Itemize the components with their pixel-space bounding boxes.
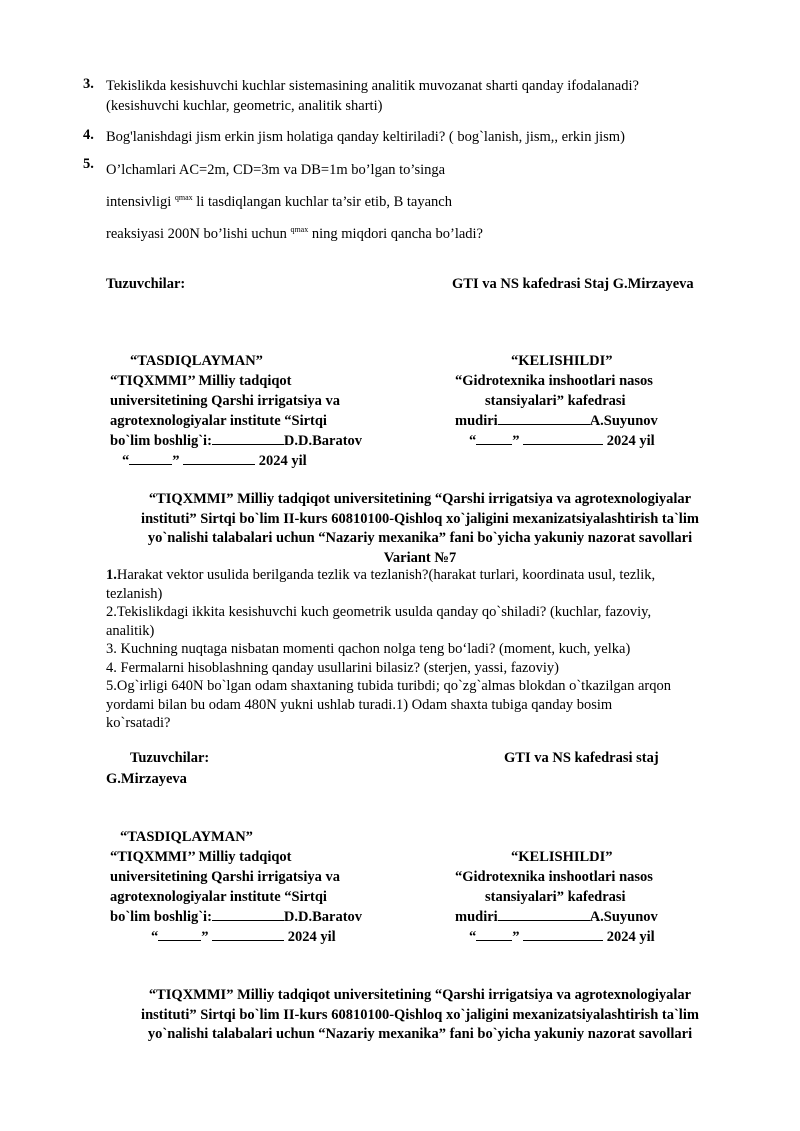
authors-label: Tuzuvchilar:	[130, 750, 210, 766]
question-number: 4.	[83, 127, 94, 143]
question-line: 3. Kuchning nuqtaga nisbatan momenti qachon nolga teng bo‘ladi? (moment, kuch, yelka)	[106, 641, 631, 657]
approval-signature-line: bo`lim boshlig`i: D.D.Baratov	[110, 433, 363, 449]
approval-line: agrotexnologiyalar institute “Sirtqi	[110, 413, 327, 429]
approval-block-right	[455, 847, 658, 947]
exam-heading	[100, 986, 740, 1045]
question-line: intensivligi $^{qmax}$ li tasdiqlangan kuchlar ta’sir etib, B tayanch	[106, 193, 452, 210]
question-number: 5.	[83, 156, 94, 172]
approval-line: “Gidrotexnika inshootlari nasos	[455, 373, 653, 389]
question-text	[106, 76, 639, 116]
approval-title: “TASDIQLAYMAN”	[130, 353, 263, 369]
formula-sup: qmax	[174, 193, 193, 202]
question-text	[106, 127, 625, 147]
question-line: tezlanish)	[106, 585, 163, 602]
approval-signature-line: bo`lim boshlig`i: D.D.Baratov	[110, 909, 363, 925]
approval-date-line: “ ” 2024 yil	[469, 929, 655, 945]
heading-line: “TIQXMMI” Milliy tadqiqot universitetining “Qarshi irrigatsiya va agrotexnologiyalar	[148, 987, 692, 1003]
approval-signature-line: mudiri A.Suyunov	[455, 909, 658, 925]
approval-line: agrotexnologiyalar institute “Sirtqi	[110, 889, 327, 905]
variant-questions	[106, 566, 746, 733]
approval-title: “TASDIQLAYMAN”	[120, 829, 253, 845]
approval-title: “KELISHILDI”	[511, 353, 613, 369]
approval-block-right	[455, 351, 658, 451]
formula-sup: qmax	[290, 225, 309, 234]
approval-date-line: “ ” 2024 yil	[469, 433, 655, 449]
authors-department: GTI va NS kafedrasi staj	[504, 750, 659, 766]
question-line: 5.Og`irligi 640N bo`lgan odam shaxtaning tubida turibdi; qo`zg`almas blokdan o`tkazilgan arqon	[106, 678, 671, 694]
approval-block-left	[110, 827, 362, 947]
exam-heading	[100, 490, 740, 568]
approval-date-line: “ ” 2024 yil	[122, 453, 307, 469]
question-line: 2.Tekislikdagi ikkita kesishuvchi kuch geometrik usulda qanday qo`shiladi? (kuchlar, fazoviy,	[106, 604, 652, 620]
approval-date-line: “ ” 2024 yil	[151, 929, 336, 945]
approval-line: stansiyalari” kafedrasi	[485, 393, 626, 409]
authors-label: Tuzuvchilar:	[106, 276, 186, 292]
question-line: (kesishuvchi kuchlar, geometric, analitik sharti)	[106, 98, 383, 114]
authors-department: GTI va NS kafedrasi Staj G.Mirzayeva	[452, 276, 694, 292]
approval-line: “TIQXMMI’’ Milliy tadqiqot	[110, 373, 292, 389]
approval-line: stansiyalari” kafedrasi	[485, 889, 626, 905]
question-number: 3.	[83, 76, 94, 92]
question-line: yordami bilan bu odam 480N yukni ushlab turadi.1) Odam shaxta tubiga qanday bosim	[106, 696, 613, 713]
question-line: ko`rsatadi?	[106, 715, 171, 731]
heading-line: instituti” Sirtqi bo`lim II-kurs 60810100-Qishloq xo`jaligini mexanizatsiyalashtirish ta`lim	[141, 510, 699, 527]
question-text	[106, 156, 483, 248]
question-line: Tekislikda kesishuvchi kuchlar sistemasining analitik muvozanat sharti qanday ifodalanadi?	[106, 78, 639, 94]
approval-signature-line: mudiri A.Suyunov	[455, 413, 658, 429]
approval-block-left	[110, 351, 362, 471]
question-line: Bog'lanishdagi jism erkin jism holatiga qanday keltiriladi? ( bog`lanish, jism,, erkin jism)	[106, 129, 625, 145]
heading-line: yo`nalishi talabalari uchun “Nazariy mexanika” fani bo`yicha yakuniy nazorat savollari	[147, 1026, 693, 1042]
variant-label: Variant №7	[383, 549, 457, 566]
approval-line: universitetining Qarshi irrigatsiya va	[110, 869, 340, 885]
question-line: 4. Fermalarni hisoblashning qanday usullarini bilasiz? (sterjen, yassi, fazoviy)	[106, 659, 560, 676]
heading-line: “TIQXMMI” Milliy tadqiqot universitetining “Qarshi irrigatsiya va agrotexnologiyalar	[148, 491, 692, 507]
heading-line: instituti” Sirtqi bo`lim II-kurs 60810100-Qishloq xo`jaligini mexanizatsiyalashtirish ta`lim	[141, 1006, 699, 1023]
approval-line: “Gidrotexnika inshootlari nasos	[455, 869, 653, 885]
question-line: analitik)	[106, 622, 155, 639]
approval-line: “TIQXMMI’’ Milliy tadqiqot	[110, 849, 292, 865]
heading-line: yo`nalishi talabalari uchun “Nazariy mexanika” fani bo`yicha yakuniy nazorat savollari	[147, 530, 693, 546]
approval-title: “KELISHILDI”	[511, 849, 613, 865]
question-line: O’lchamlari AC=2m, CD=3m va DB=1m bo’lgan to’singa	[106, 162, 446, 178]
author-name: G.Mirzayeva	[106, 771, 187, 787]
approval-line: universitetining Qarshi irrigatsiya va	[110, 393, 340, 409]
question-line: reaksiyasi 200N bo’lishi uchun $^{qmax}$ ning miqdori qancha bo’ladi?	[106, 225, 483, 242]
question-line: 1.Harakat vektor usulida berilganda tezlik va tezlanish?(harakat turlari, koordinata usul, tezlik,	[106, 567, 656, 583]
